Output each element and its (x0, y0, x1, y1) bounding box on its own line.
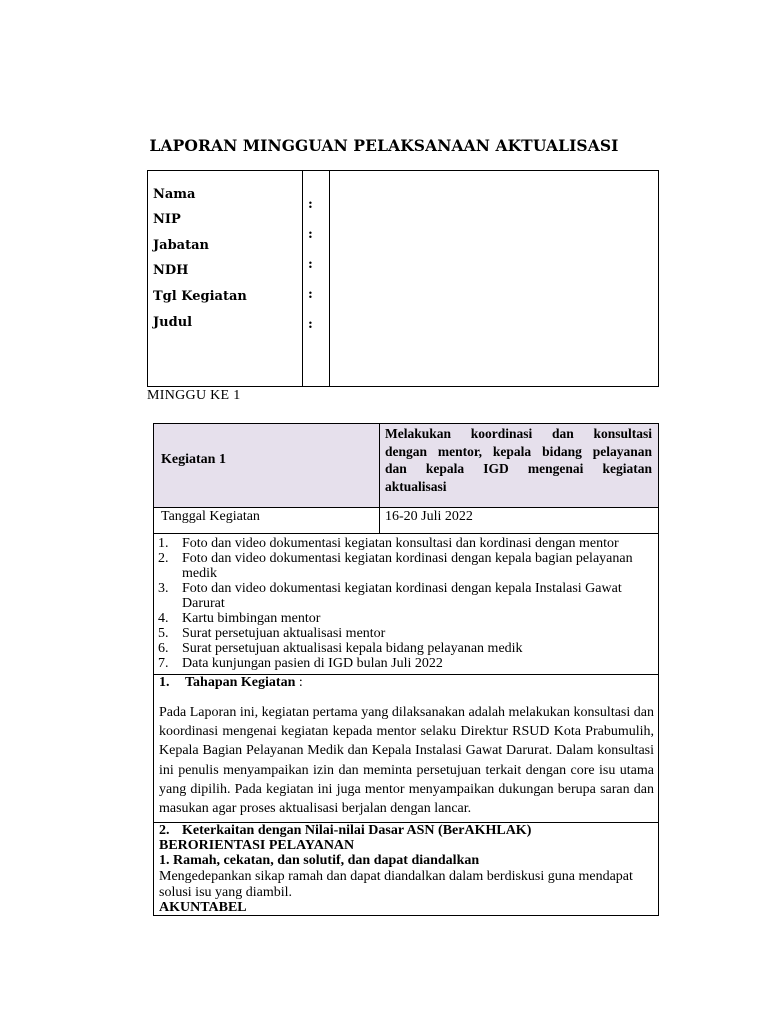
table-line (153, 507, 659, 508)
table-line (379, 423, 380, 534)
list-number: 4. (158, 611, 169, 626)
list-text: Surat persetujuan aktualisasi kepala bidang pelayanan medik (182, 641, 523, 656)
identity-colons-column (303, 171, 330, 386)
list-item (153, 611, 659, 626)
evidence-list (153, 536, 659, 671)
date-label: Tanggal Kegiatan (161, 509, 260, 524)
list-text: Foto dan video dokumentasi kegiatan kordinasi dengan kepala bagian pelayanan medik (182, 551, 633, 581)
list-text: Foto dan video dokumentasi kegiatan kordinasi dengan kepala Instalasi Gawat Darurat (182, 581, 622, 611)
activity-description-line: Melakukan koordinasi dan konsultasi (385, 426, 652, 441)
values-heading-text: Keterkaitan dengan Nilai-nilai Dasar ASN (BerAKHLAK) (182, 823, 532, 838)
identity-labels-column (148, 171, 303, 386)
values-subheading: BERORIENTASI PELAYANAN (159, 838, 355, 853)
date-value: 16-20 Juli 2022 (385, 509, 473, 524)
list-number: 5. (158, 626, 169, 641)
values-heading (159, 823, 531, 838)
stages-heading (159, 675, 303, 691)
stages-heading-suffix: : (295, 675, 303, 690)
list-text: Surat persetujuan aktualisasi mentor (182, 626, 386, 641)
list-number: 1. (158, 536, 169, 551)
list-number: 6. (158, 641, 169, 656)
values-subheading: AKUNTABEL (159, 900, 247, 915)
activity-description-line: dengan mentor, kepala bidang pelayanan (385, 443, 652, 459)
list-number: 7. (158, 656, 169, 671)
week-label: MINGGU KE 1 (147, 388, 241, 403)
activity-description (385, 425, 652, 495)
values-point-text-line: Mengedepankan sikap ramah dan dapat diandalkan dalam berdiskusi guna mendapat (159, 869, 633, 884)
activity-description-line: aktualisasi (385, 478, 447, 494)
values-point: 1. Ramah, cekatan, dan solutif, dan dapat diandalkan (159, 853, 480, 868)
activity-name-label: Kegiatan 1 (161, 452, 226, 467)
activity-description-line: dan kepala IGD mengenai kegiatan (385, 461, 652, 476)
label-ndh: NDH (153, 263, 189, 278)
label-tgl-kegiatan: Tgl Kegiatan (153, 289, 247, 304)
list-item (153, 551, 659, 581)
colon: : (308, 227, 313, 242)
stages-heading-text: Tahapan Kegiatan (185, 675, 296, 690)
colon: : (308, 317, 313, 332)
list-number: 2. (158, 551, 169, 566)
list-item (153, 536, 659, 551)
list-item (153, 581, 659, 611)
list-text: Foto dan video dokumentasi kegiatan konsultasi dan kordinasi dengan mentor (182, 536, 619, 551)
colon: : (308, 197, 313, 212)
table-line (153, 915, 659, 916)
list-number: 3. (158, 581, 169, 596)
colon: : (308, 287, 313, 302)
label-jabatan: Jabatan (153, 238, 209, 253)
label-nama: Nama (153, 187, 196, 202)
table-line (153, 533, 659, 534)
list-item (153, 641, 659, 656)
list-item (153, 626, 659, 641)
values-point-text-line: solusi isu yang diambil. (159, 885, 292, 900)
list-text: Data kunjungan pasien di IGD bulan Juli 2022 (182, 656, 443, 671)
colon: : (308, 257, 313, 272)
label-nip: NIP (153, 212, 181, 227)
stages-paragraph: Pada Laporan ini, kegiatan pertama yang dilaksanakan adalah melakukan konsultasi dan koordinasi mengenai kegiatan kepada mentor selaku Direktur RSUD Kota Prabumulih, Kepala Bagian Pelayanan Medik dan Kepala Instalasi Gawat Darurat. Dalam konsultasi ini penulis menyampaikan izin dan meminta persetujuan terkait dengan core isu utama yang dipilih. Pada kegiatan ini juga mentor menyampaikan dukungan berupa saran dan masukan agar proses aktualisasi berjalan dengan lancar. (159, 705, 654, 817)
label-judul: Judul (153, 315, 193, 330)
identity-table (147, 170, 659, 387)
values-heading-number: 2. (159, 823, 170, 838)
list-text: Kartu bimbingan mentor (182, 611, 321, 626)
stages-heading-number: 1. (159, 675, 170, 690)
table-line (153, 423, 659, 424)
report-title: LAPORAN MINGGUAN PELAKSANAAN AKTUALISASI (149, 136, 619, 155)
list-item (153, 656, 659, 671)
